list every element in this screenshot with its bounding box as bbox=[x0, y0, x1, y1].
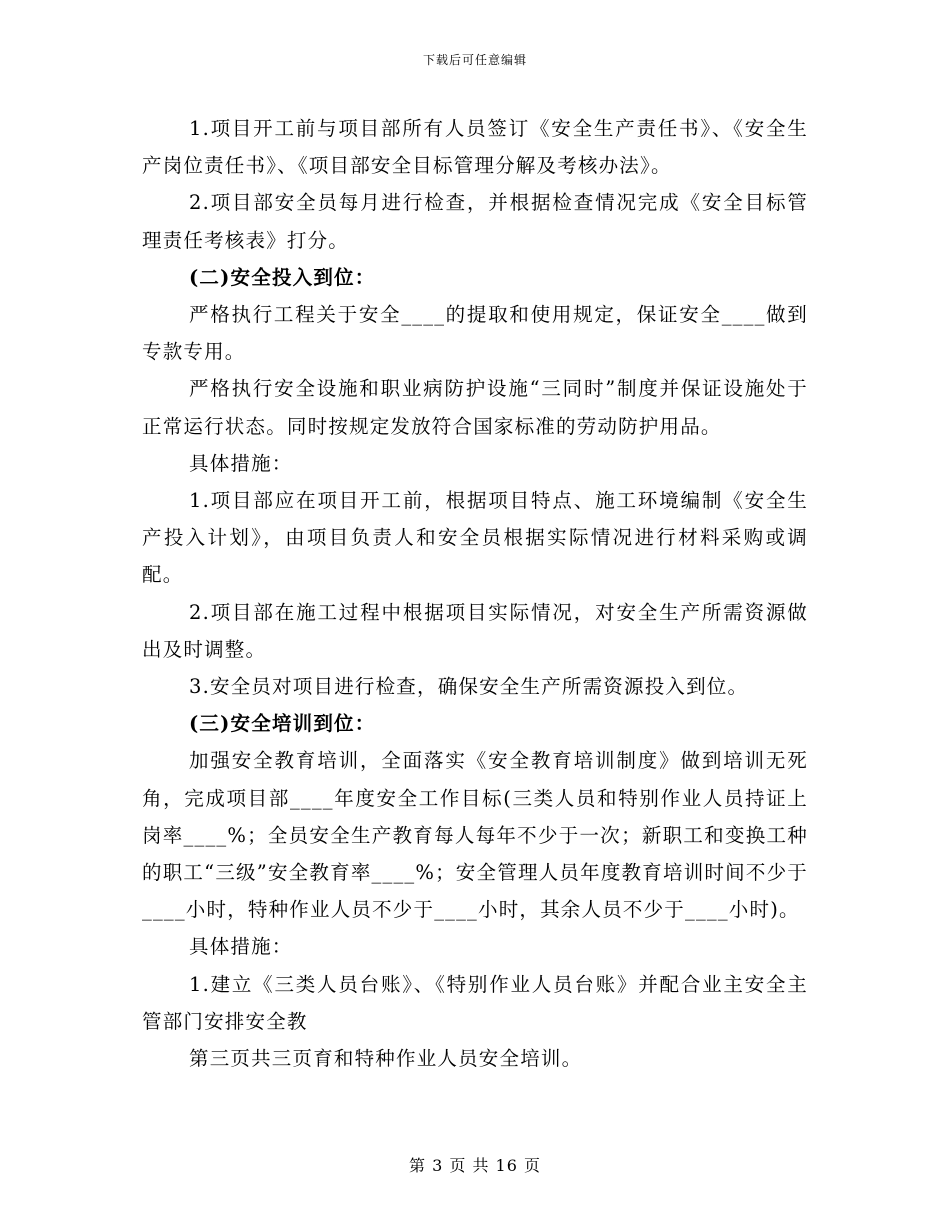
measures-label: 具体措施： bbox=[189, 935, 293, 959]
paragraph-training-continued: 第三页共三页育和特种作业人员安全培训。 bbox=[189, 1047, 583, 1071]
page-number: 第 3 页 共 16 页 bbox=[409, 1156, 541, 1175]
paragraph-safety-funds: 严格执行工程关于安全____的提取和使用规定，保证安全____做到专款专用。 bbox=[142, 303, 808, 364]
paragraph-item-2: 2.项目部安全员每月进行检查，并根据检查情况完成《安全目标管理责任考核表》打分。 bbox=[142, 191, 808, 252]
measures-label: 具体措施： bbox=[189, 451, 293, 475]
paragraph-training-goals: 加强安全教育培训，全面落实《安全教育培训制度》做到培训无死角，完成项目部____年度安全工作目标(三类人员和特别作业人员持证上岗率____%；全员安全生产教育每人每年不少于一次；新职工和变换工种的职工“三级”安全教育率____%；安全管理人员年度教育培训时间不少于____小时，特种作业人员不少于____小时，其余人员不少于____小时)。 bbox=[142, 749, 808, 922]
section-heading-safety-training: (三)安全培训到位： bbox=[189, 712, 376, 736]
paragraph-three-simultaneous: 严格执行安全设施和职业病防护设施“三同时”制度并保证设施处于正常运行状态。同时按规定发放符合国家标准的劳动防护用品。 bbox=[142, 377, 808, 438]
paragraph-training-measure-1: 1.建立《三类人员台账》、《特别作业人员台账》并配合业主安全主管部门安排安全教 bbox=[142, 972, 808, 1033]
paragraph-measure-2: 2.项目部在施工过程中根据项目实际情况，对安全生产所需资源做出及时调整。 bbox=[142, 600, 808, 661]
document-body bbox=[142, 110, 808, 1077]
paragraph-measure-3: 3.安全员对项目进行检查，确保安全生产所需资源投入到位。 bbox=[189, 675, 749, 699]
paragraph-measure-1: 1.项目部应在项目开工前，根据项目特点、施工环境编制《安全生产投入计划》，由项目负责人和安全员根据实际情况进行材料采购或调配。 bbox=[142, 489, 808, 587]
paragraph-item-1: 1.项目开工前与项目部所有人员签订《安全生产责任书》、《安全生产岗位责任书》、《项目部安全目标管理分解及考核办法》。 bbox=[142, 117, 808, 178]
section-heading-safety-investment: (二)安全投入到位： bbox=[189, 265, 376, 289]
page-header: 下载后可任意编辑 bbox=[422, 53, 527, 67]
